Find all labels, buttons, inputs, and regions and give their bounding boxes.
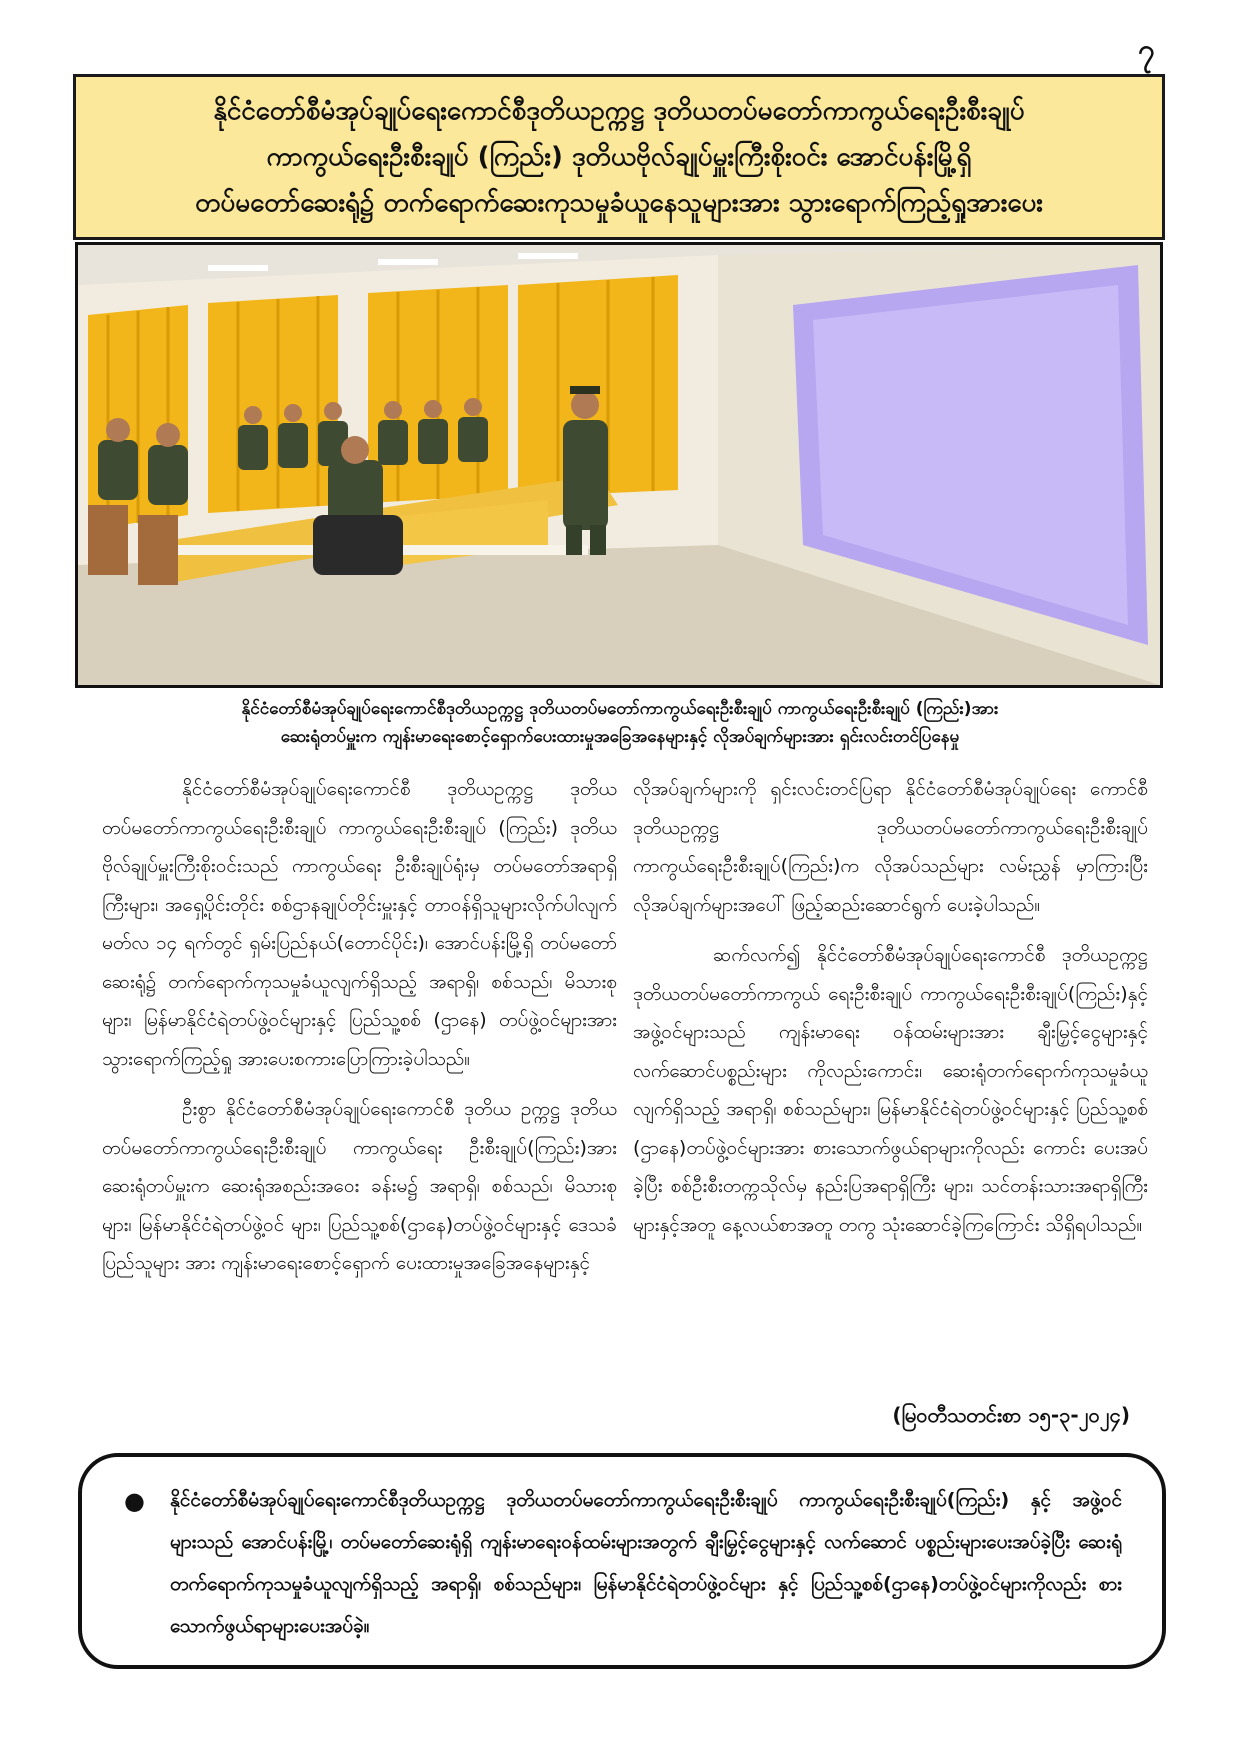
summary-text: နိုင်ငံတော်စီမံအုပ်ချုပ်ရေးကောင်စီဒုတိယဥက္ကဋ္ဌ ဒုတိယတပ်မတော်ကာကွယ်ရေးဦးစီးချုပ် ကာကွယ်ရေးဦးစီးချုပ်(ကြည်း) နှင့် အဖွဲ့ဝင်များသည် အောင်ပန်းမြို့၊ တပ်မတော်ဆေးရုံရှိ ကျန်းမာရေးဝန်ထမ်းများအတွက် ချီးမြှင့်ငွေများနှင့် လက်ဆောင် ပစ္စည်းများပေးအပ်ခဲ့ပြီး ဆေးရုံတက်ရောက်ကုသမှုခံယူလျက်ရှိသည့် အရာရှိ၊ စစ်သည်များ၊ မြန်မာနိုင်ငံရဲတပ်ဖွဲ့ဝင်များ နှင့် ပြည်သူ့စစ်(ဌာနေ)တပ်ဖွဲ့ဝင်များကိုလည်း စားသောက်ဖွယ်ရာများပေးအပ်ခဲ့။ xyxy=(170,1489,1122,1637)
photo-caption-line-1: နိုင်ငံတော်စီမံအုပ်ချုပ်ရေးကောင်စီဒုတိယဥက္ကဋ္ဌ ဒုတိယတပ်မတော်ကာကွယ်ရေးဦးစီးချုပ် ကာကွယ်ရေးဦးစီးချုပ် (ကြည်း)အား xyxy=(241,699,999,719)
page-number: ၇ xyxy=(1138,33,1155,68)
article-paragraph: လိုအပ်ချက်များကို ရှင်းလင်းတင်ပြရာ နိုင်ငံတော်စီမံအုပ်ချုပ်ရေး ကောင်စီဒုတိယဥက္ကဋ္ဌ ဒုတိယတပ်မတော်ကာကွယ်ရေးဦးစီးချုပ် ကာကွယ်ရေးဦးစီးချုပ်(ကြည်း)က လိုအပ်သည်များ လမ်းညွှန် မှာကြားပြီး လိုအပ်ချက်များအပေါ် ဖြည့်ဆည်းဆောင်ရွက် ပေးခဲ့ပါသည်။ xyxy=(633,778,1148,916)
article-left-column xyxy=(102,770,617,1295)
article-paragraph: ဆက်လက်၍ နိုင်ငံတော်စီမံအုပ်ချုပ်ရေးကောင်စီ ဒုတိယဥက္ကဋ္ဌ ဒုတိယတပ်မတော်ကာကွယ် ရေးဦးစီးချုပ် ကာကွယ်ရေးဦးစီးချုပ်(ကြည်း)နှင့် အဖွဲ့ဝင်များသည် ကျန်းမာရေး ဝန်ထမ်းများအား ချီးမြှင့်ငွေများနှင့် လက်ဆောင်ပစ္စည်းများ ကိုလည်းကောင်း၊ ဆေးရုံတက်ရောက်ကုသမှုခံယူလျက်ရှိသည့် အရာရှိ၊ စစ်သည်များ၊ မြန်မာနိုင်ငံရဲတပ်ဖွဲ့ဝင်များနှင့် ပြည်သူ့စစ် (ဌာနေ)တပ်ဖွဲ့ဝင်များအား စားသောက်ဖွယ်ရာများကိုလည်း ကောင်း ပေးအပ်ခဲ့ပြီး စစ်ဦးစီးတက္ကသိုလ်မှ နည်းပြအရာရှိကြီး များ၊ သင်တန်းသားအရာရှိကြီးများနှင့်အတူ နေ့လယ်စာအတူ တကွ သုံးဆောင်ခဲ့ကြကြောင်း သိရှိရပါသည်။ xyxy=(633,944,1148,1236)
headline-box xyxy=(73,74,1165,240)
article-paragraph: ဦးစွာ နိုင်ငံတော်စီမံအုပ်ချုပ်ရေးကောင်စီ ဒုတိယ ဥက္ကဋ္ဌ ဒုတိယတပ်မတော်ကာကွယ်ရေးဦးစီးချုပ် ကာကွယ်ရေး ဦးစီးချုပ်(ကြည်း)အား ဆေးရုံတပ်မှူးက ဆေးရုံအစည်းအဝေး ခန်းမ၌ အရာရှိ၊ စစ်သည်၊ မိသားစုများ၊ မြန်မာနိုင်ငံရဲတပ်ဖွဲ့ဝင် များ၊ ပြည်သူ့စစ်(ဌာနေ)တပ်ဖွဲ့ဝင်များနှင့် ဒေသခံပြည်သူများ အား ကျန်းမာရေးစောင့်ရှောက် ပေးထားမှုအခြေအနေများနှင့် xyxy=(102,1098,617,1274)
photo-caption-line-2: ဆေးရုံတပ်မှူးက ကျန်းမာရေးစောင့်ရှောက်ပေးထားမှုအခြေအနေများနှင့် လိုအပ်ချက်များအား ရှင်းလင်းတင်ပြနေမှု xyxy=(280,727,960,747)
meeting-photo-illustration xyxy=(78,245,1160,685)
meeting-photo xyxy=(75,242,1163,688)
photo-caption xyxy=(75,695,1165,751)
article-paragraph: နိုင်ငံတော်စီမံအုပ်ချုပ်ရေးကောင်စီ ဒုတိယဥက္ကဋ္ဌ ဒုတိယတပ်မတော်ကာကွယ်ရေးဦးစီးချုပ် ကာကွယ်ရေးဦးစီးချုပ် (ကြည်း) ဒုတိယဗိုလ်ချုပ်မှူးကြီးစိုးဝင်းသည် ကာကွယ်ရေး ဦးစီးချုပ်ရုံးမှ တပ်မတော်အရာရှိကြီးများ၊ အရှေ့ပိုင်းတိုင်း စစ်ဌာနချုပ်တိုင်းမှူးနှင့် တာဝန်ရှိသူများလိုက်ပါလျက် မတ်လ ၁၄ ရက်တွင် ရှမ်းပြည်နယ်(တောင်ပိုင်း)၊ အောင်ပန်းမြို့ရှိ တပ်မတော်ဆေးရုံ၌ တက်ရောက်ကုသမှုခံယူလျက်ရှိသည့် အရာရှိ၊ စစ်သည်၊ မိသားစုများ၊ မြန်မာနိုင်ငံရဲတပ်ဖွဲ့ဝင်များနှင့် ပြည်သူ့စစ် (ဌာနေ) တပ်ဖွဲ့ဝင်များအား သွားရောက်ကြည့်ရှု အားပေးစကားပြောကြားခဲ့ပါသည်။ xyxy=(102,778,617,1070)
headline-line-3: တပ်မတော်ဆေးရုံ၌ တက်ရောက်ဆေးကုသမှုခံယူနေသူများအား သွားရောက်ကြည့်ရှုအားပေး xyxy=(195,188,1043,218)
source-note: (မြဝတီသတင်းစာ ၁၅-၃-၂၀၂၄) xyxy=(892,1403,1130,1427)
headline-line-2: ကာကွယ်ရေးဦးစီးချုပ် (ကြည်း) ဒုတိယဗိုလ်ချုပ်မှူးကြီးစိုးဝင်း အောင်ပန်းမြို့ရှိ xyxy=(266,142,972,172)
summary-box xyxy=(78,1453,1166,1669)
article-right-column xyxy=(633,770,1148,1256)
bullet-icon: ● xyxy=(124,1487,145,1515)
headline-line-1: နိုင်ငံတော်စီမံအုပ်ချုပ်ရေးကောင်စီဒုတိယဥက္ကဋ္ဌ ဒုတိယတပ်မတော်ကာကွယ်ရေးဦးစီးချုပ် xyxy=(213,96,1025,126)
